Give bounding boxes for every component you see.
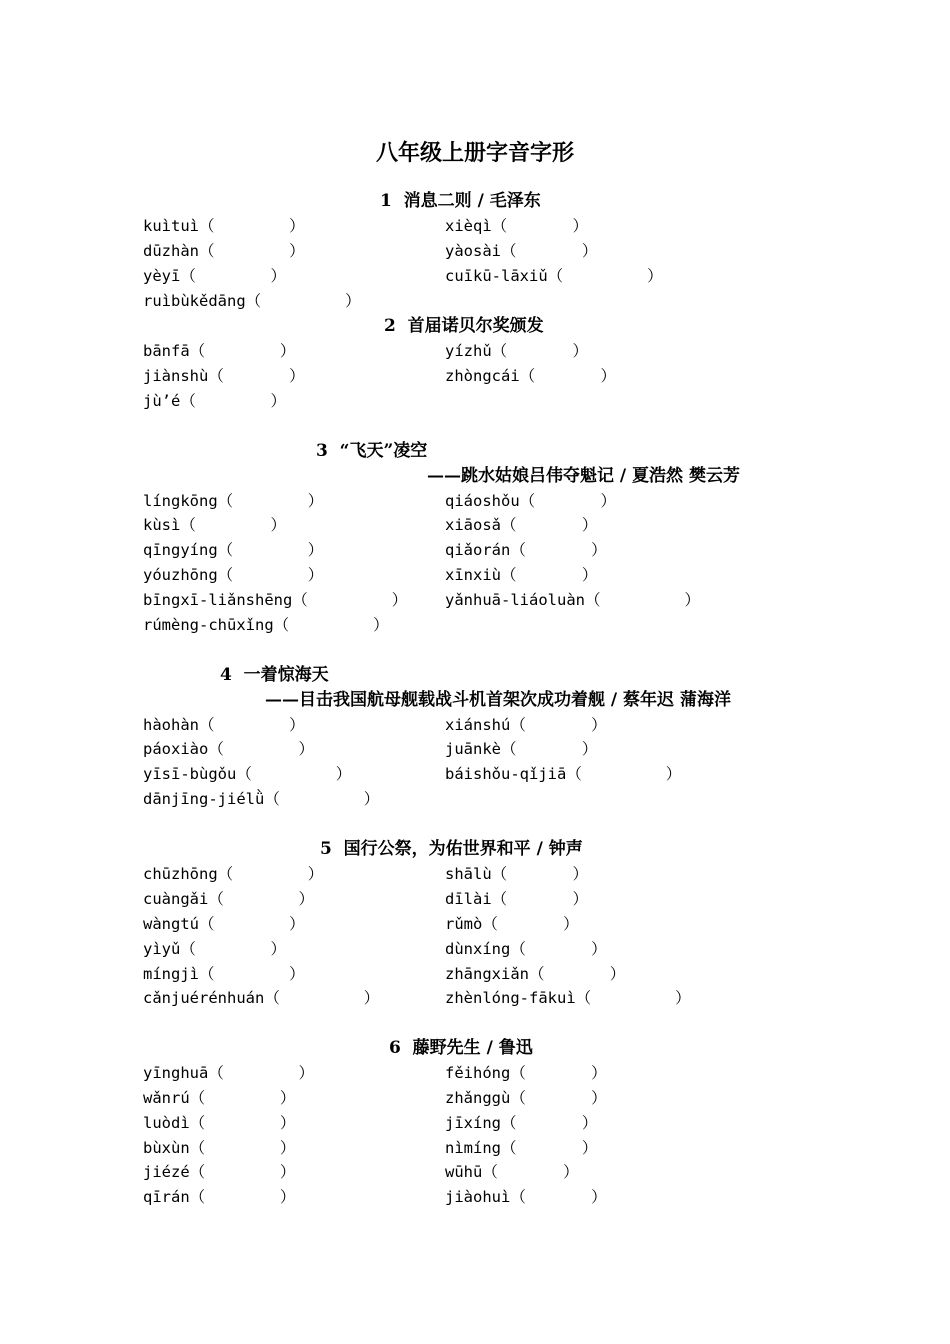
entry: páoxiào（ ） — [143, 740, 314, 758]
entry: rúmèng-chūxǐng（ ） — [143, 616, 389, 634]
entry: wǎnrú（ ） — [143, 1089, 296, 1107]
section-6-heading: 6 藤野先生 / 鲁迅 — [389, 1038, 533, 1058]
entry: yèyī（ ） — [143, 267, 286, 285]
entry: cǎnjuérénhuán（ ） — [143, 989, 380, 1007]
section-3-subheading: ——跳水姑娘吕伟夺魁记 / 夏浩然 樊云芳 — [427, 466, 740, 486]
entry: zhāngxiǎn（ ） — [445, 965, 626, 983]
entry: jiézé（ ） — [143, 1163, 296, 1181]
entry: jīxíng（ ） — [445, 1114, 598, 1132]
document-title: 八年级上册字音字形 — [375, 140, 574, 166]
entry: wūhū（ ） — [445, 1163, 579, 1181]
entry: yīnghuā（ ） — [143, 1064, 314, 1082]
entry: báishǒu-qǐjiā（ ） — [445, 765, 682, 783]
section-3-heading: 3 “飞天”凌空 — [316, 441, 428, 461]
entry: bānfā（ ） — [143, 342, 296, 360]
entry: xiánshú（ ） — [445, 716, 607, 734]
entry: wàngtú（ ） — [143, 915, 305, 933]
entry: qiáoshǒu（ ） — [445, 492, 616, 510]
entry: yǎnhuā-liáoluàn（ ） — [445, 591, 700, 609]
entry: qīrán（ ） — [143, 1188, 296, 1206]
entry: jiàohuì（ ） — [445, 1188, 607, 1206]
entry: míngjì（ ） — [143, 965, 305, 983]
section-4-subheading: ——目击我国航母舰载战斗机首架次成功着舰 / 蔡年迟 蒲海洋 — [265, 690, 731, 710]
entry: xiāosǎ（ ） — [445, 516, 598, 534]
entry: dùnxíng（ ） — [445, 940, 607, 958]
entry: hàohàn（ ） — [143, 716, 305, 734]
entry: bùxùn（ ） — [143, 1139, 296, 1157]
entry: kuìtuì（ ） — [143, 217, 305, 235]
section-4-heading: 4 一着惊海天 — [220, 665, 329, 685]
entry: ruìbùkědāng（ ） — [143, 292, 361, 310]
entry: língkōng（ ） — [143, 492, 324, 510]
entry: shālù（ ） — [445, 865, 588, 883]
entry: chūzhōng（ ） — [143, 865, 324, 883]
entry: yàosài（ ） — [445, 242, 598, 260]
entry: jiànshù（ ） — [143, 367, 305, 385]
entry: cuàngǎi（ ） — [143, 890, 314, 908]
entry: yóuzhōng（ ） — [143, 566, 324, 584]
section-1-heading: 1 消息二则 / 毛泽东 — [380, 191, 541, 211]
entry: zhènlóng-fākuì（ ） — [445, 989, 691, 1007]
entry: kùsì（ ） — [143, 516, 286, 534]
entry: zhǎnggù（ ） — [445, 1089, 607, 1107]
entry: zhòngcái（ ） — [445, 367, 616, 385]
entry: dānjīng-jiélǜ（ ） — [143, 790, 380, 808]
entry: qiǎorán（ ） — [445, 541, 607, 559]
entry: luòdì（ ） — [143, 1114, 296, 1132]
entry: dīlài（ ） — [445, 890, 588, 908]
section-2-heading: 2 首届诺贝尔奖颁发 — [384, 316, 544, 336]
entry: dūzhàn（ ） — [143, 242, 305, 260]
entry: fěihóng（ ） — [445, 1064, 607, 1082]
entry: cuīkū-lāxiǔ（ ） — [445, 267, 663, 285]
entry: yìyǔ（ ） — [143, 940, 286, 958]
entry: xièqì（ ） — [445, 217, 588, 235]
entry: yīsī-bùgǒu（ ） — [143, 765, 352, 783]
section-5-heading: 5 国行公祭，为佑世界和平 / 钟声 — [320, 839, 583, 859]
entry: xīnxiù（ ） — [445, 566, 598, 584]
entry: jù’é（ ） — [143, 392, 286, 410]
entry: qīngyíng（ ） — [143, 541, 324, 559]
entry: bīngxī-liǎnshēng（ ） — [143, 591, 408, 609]
entry: nìmíng（ ） — [445, 1139, 598, 1157]
entry: yízhǔ（ ） — [445, 342, 588, 360]
entry: juānkè（ ） — [445, 740, 598, 758]
entry: rǔmò（ ） — [445, 915, 579, 933]
